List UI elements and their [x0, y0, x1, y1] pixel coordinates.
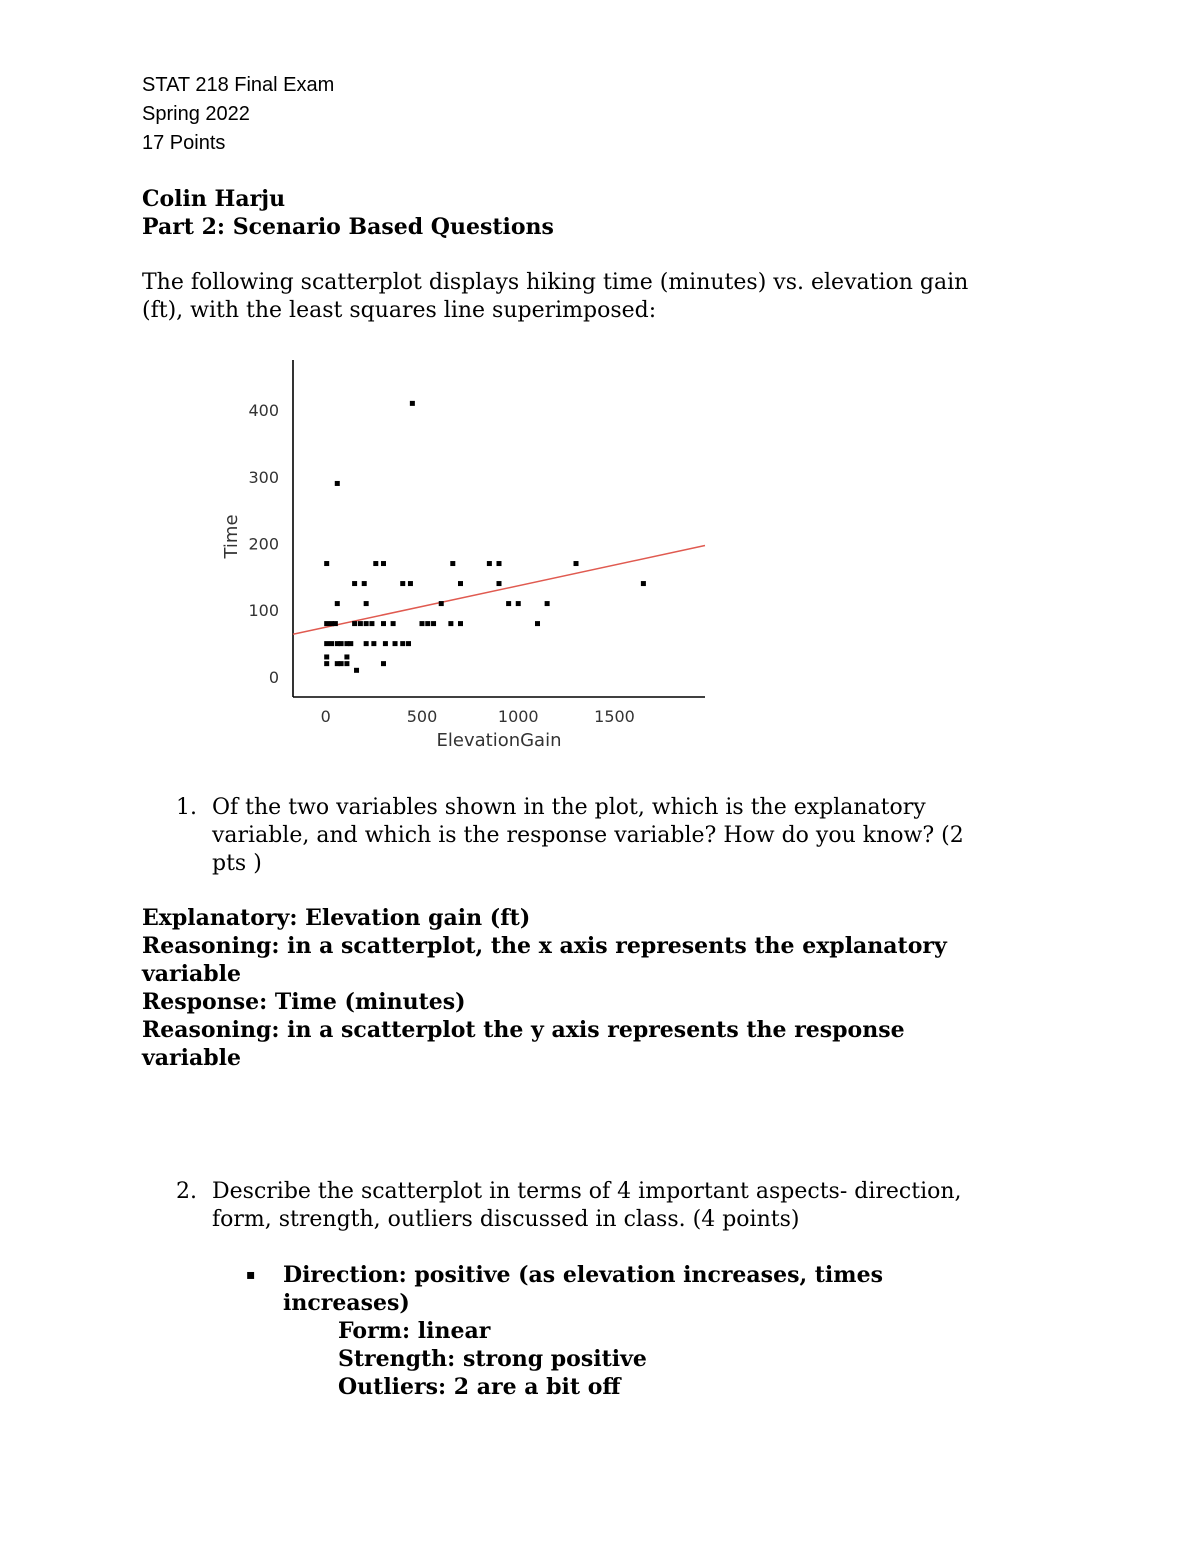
- data-point: [487, 561, 492, 566]
- data-point: [324, 561, 329, 566]
- data-point: [448, 621, 453, 626]
- data-point: [352, 581, 357, 586]
- y-tick-label: 100: [248, 601, 279, 621]
- question-2-text: [212, 1178, 1042, 1234]
- answer-2-direction: [283, 1261, 883, 1317]
- answer-explanatory: Explanatory: Elevation gain (ft): [142, 905, 531, 931]
- data-point: [344, 661, 349, 666]
- intro-line-2: (ft), with the least squares line superimposed:: [142, 298, 657, 323]
- data-point: [339, 661, 344, 666]
- data-point: [335, 601, 340, 606]
- student-block: [142, 185, 1042, 241]
- data-point: [393, 641, 398, 646]
- y-tick-label: 300: [248, 467, 279, 487]
- data-point: [450, 561, 455, 566]
- answer-reasoning-2b: variable: [142, 1045, 241, 1071]
- exam-points: 17 Points: [142, 132, 226, 154]
- data-point: [324, 654, 329, 659]
- data-point: [381, 661, 386, 666]
- y-tick-label: 400: [248, 401, 279, 421]
- x-axis-label: ElevationGain: [436, 730, 562, 751]
- data-point: [574, 561, 579, 566]
- answer-response: Response: Time (minutes): [142, 989, 466, 1015]
- course-title: STAT 218 Final Exam: [142, 74, 335, 96]
- student-name: Colin Harju: [142, 186, 286, 212]
- data-point: [408, 581, 413, 586]
- data-point: [400, 581, 405, 586]
- data-point: [431, 621, 436, 626]
- data-point: [439, 601, 444, 606]
- x-tick-label: 500: [406, 707, 438, 726]
- data-point: [535, 621, 540, 626]
- data-point: [497, 561, 502, 566]
- answer-1: [142, 904, 1042, 1072]
- data-point: [364, 641, 369, 646]
- data-point: [641, 581, 646, 586]
- y-tick-label: 200: [248, 534, 279, 554]
- scatterplot-chart: [210, 350, 730, 760]
- y-axis-label: Time: [221, 514, 242, 559]
- data-point: [406, 641, 411, 646]
- data-point: [352, 621, 357, 626]
- x-tick-label: 1000: [497, 707, 539, 726]
- data-point: [516, 601, 521, 606]
- question-1-number: 1.: [176, 795, 197, 820]
- data-point: [324, 621, 329, 626]
- data-point: [410, 401, 415, 406]
- data-point: [383, 641, 388, 646]
- answer-direction-line-1: Direction: positive (as elevation increases, times: [283, 1262, 883, 1288]
- data-point: [333, 621, 338, 626]
- answer-reasoning-1a: Reasoning: in a scatterplot, the x axis represents the explanatory: [142, 933, 947, 959]
- data-point: [391, 621, 396, 626]
- intro-line-1: The following scatterplot displays hiking time (minutes) vs. elevation gain: [142, 270, 969, 295]
- data-point: [324, 661, 329, 666]
- answer-2: [0, 1261, 1200, 1411]
- data-point: [458, 621, 463, 626]
- data-point: [324, 641, 329, 646]
- data-point: [339, 641, 344, 646]
- exam-term: Spring 2022: [142, 103, 250, 125]
- answer-reasoning-2a: Reasoning: in a scatterplot the y axis represents the response: [142, 1017, 905, 1043]
- data-point: [419, 621, 424, 626]
- question-1-line-2: variable, and which is the response variable? How do you know? (2: [212, 823, 964, 848]
- data-point: [335, 481, 340, 486]
- question-1-text: [212, 794, 1042, 878]
- data-point: [458, 581, 463, 586]
- question-2-line-2: form, strength, outliers discussed in class. (4 points): [212, 1207, 800, 1232]
- answer-reasoning-1b: variable: [142, 961, 241, 987]
- answer-outliers: Outliers: 2 are a bit off: [338, 1374, 621, 1400]
- data-point: [425, 621, 430, 626]
- exam-header: [142, 71, 334, 158]
- answer-2-details: [338, 1317, 647, 1401]
- data-point: [545, 601, 550, 606]
- data-point: [364, 621, 369, 626]
- data-point: [348, 641, 353, 646]
- data-point: [497, 581, 502, 586]
- question-2-line-1: Describe the scatterplot in terms of 4 important aspects- direction,: [212, 1179, 962, 1204]
- answer-strength: Strength: strong positive: [338, 1346, 647, 1372]
- data-point: [329, 641, 334, 646]
- least-squares-line: [293, 546, 705, 635]
- y-tick-label: 0: [268, 667, 279, 687]
- data-point: [354, 668, 359, 673]
- answer-direction-line-2: increases): [283, 1290, 410, 1316]
- question-2: [0, 1178, 1200, 1238]
- question-1: [0, 794, 1200, 884]
- question-1-line-1: Of the two variables shown in the plot, which is the explanatory: [212, 795, 926, 820]
- data-point: [373, 561, 378, 566]
- square-bullet-icon: ▪: [246, 1267, 256, 1283]
- data-point: [358, 621, 363, 626]
- intro-paragraph: [142, 269, 1042, 325]
- data-point: [371, 641, 376, 646]
- data-point: [369, 621, 374, 626]
- data-point: [400, 641, 405, 646]
- question-1-line-3: pts ): [212, 851, 262, 876]
- data-point: [381, 561, 386, 566]
- question-2-number: 2.: [176, 1179, 197, 1204]
- data-point: [506, 601, 511, 606]
- data-point: [381, 621, 386, 626]
- x-tick-label: 1500: [594, 707, 635, 726]
- data-point: [362, 581, 367, 586]
- answer-form: Form: linear: [338, 1318, 491, 1344]
- x-tick-label: 0: [320, 707, 331, 726]
- part-title: Part 2: Scenario Based Questions: [142, 214, 554, 240]
- data-point: [344, 654, 349, 659]
- data-point: [364, 601, 369, 606]
